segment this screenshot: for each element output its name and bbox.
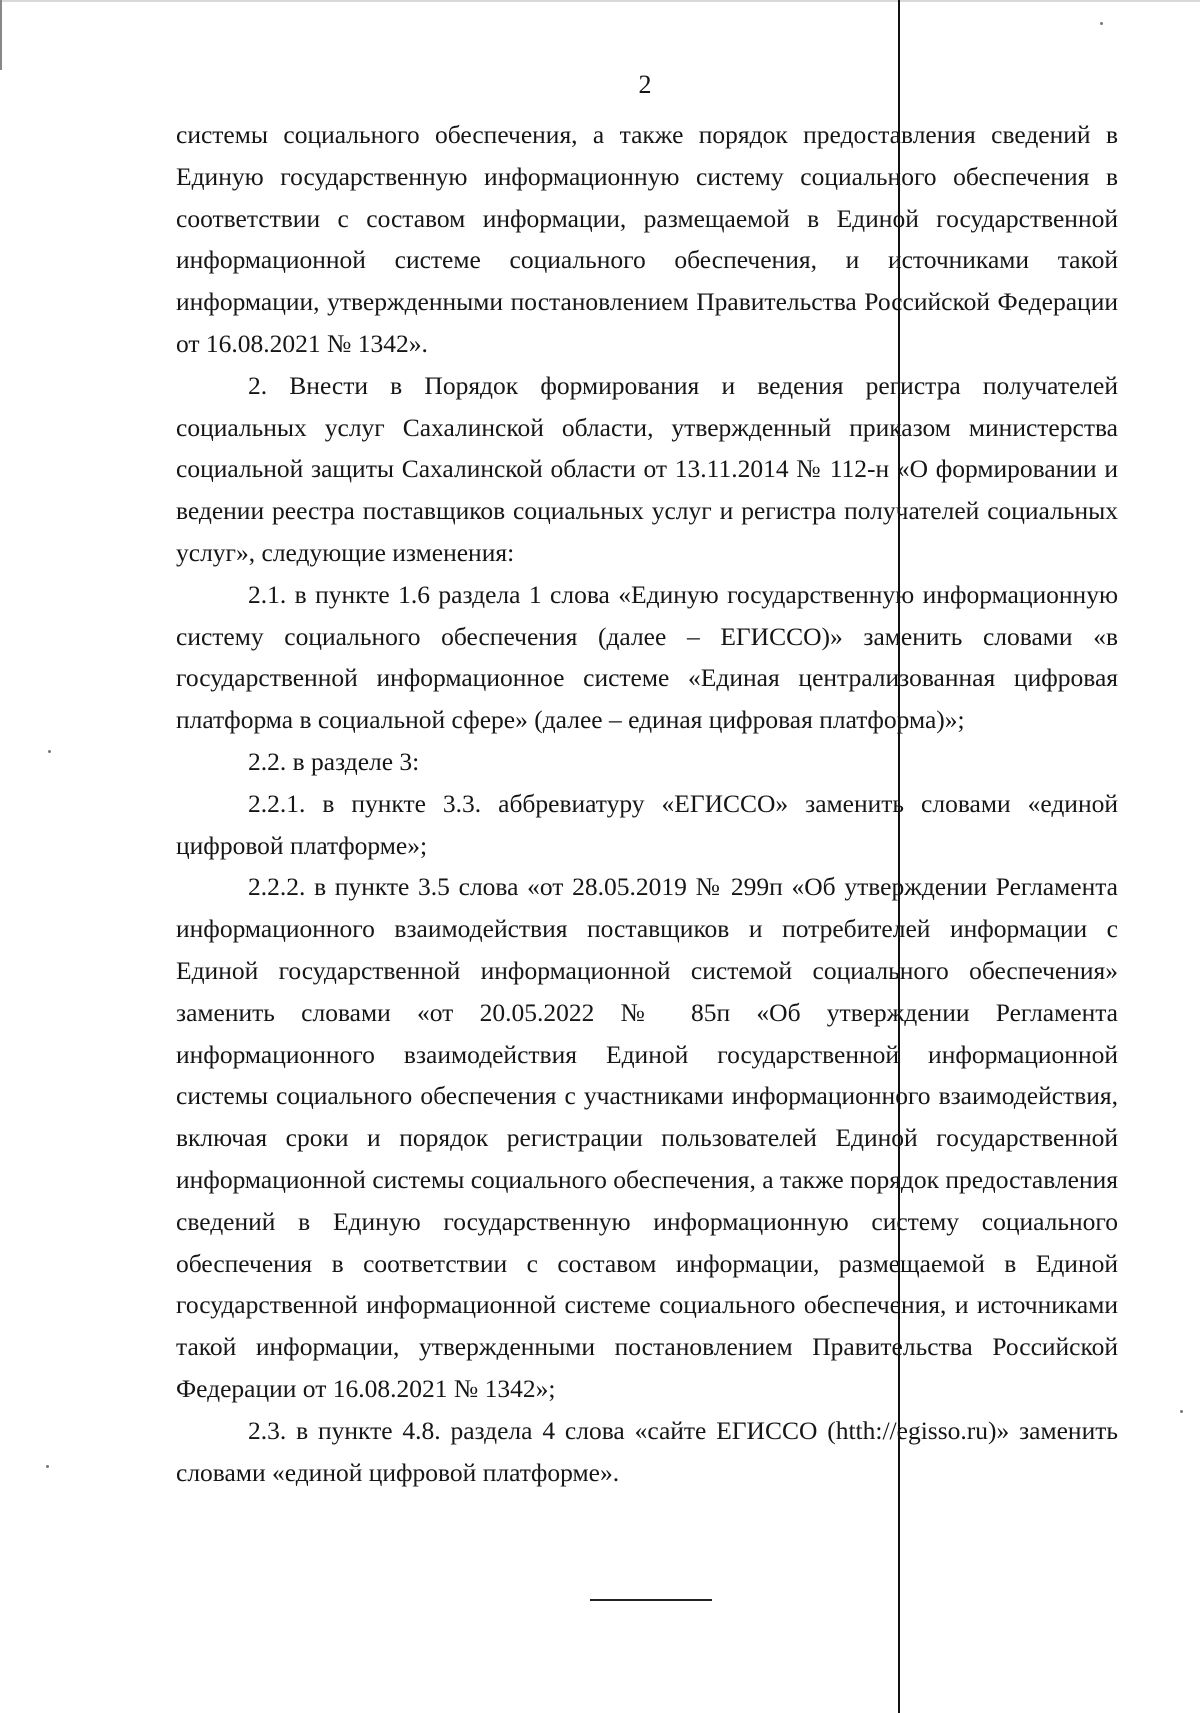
- document-body: [176, 114, 1118, 1493]
- paragraph-item-2-2-1: 2.2.1. в пункте 3.3. аббревиатуру «ЕГИССО» заменить словами «единой цифровой платформе»;: [176, 788, 1118, 860]
- end-of-document-rule: [590, 1599, 712, 1601]
- scan-speck: [1180, 1410, 1183, 1413]
- scan-speck: [48, 750, 51, 753]
- scan-speck: [46, 1465, 49, 1468]
- paragraph-item-2-3: 2.3. в пункте 4.8. раздела 4 слова «сайте ЕГИССО (htth://egisso.ru)» заменить словами «единой цифровой платформе».: [176, 1415, 1118, 1487]
- paragraph-item-2: 2. Внести в Порядок формирования и ведения регистра получателей социальных услуг Сахалинской области, утвержденный приказом министерства социальной защиты Сахалинской области от 13.11.2014 № 112-н «О формировании и ведении реестра поставщиков социальных услуг и регистра получателей социальных услуг», следующие изменения:: [176, 370, 1118, 567]
- paragraph-item-2-1: 2.1. в пункте 1.6 раздела 1 слова «Единую государственную информационную систему социального обеспечения (далее – ЕГИССО)» заменить словами «в государственной информационное системе «Единая централизованная цифровая платформа в социальной сфере» (далее – единая цифровая платформа)»;: [176, 579, 1118, 735]
- paragraph-continuation: системы социального обеспечения, а также порядок предоставления сведений в Единую государственную информационную систему социального обеспечения в соответствии с составом информации, размещаемой в Единой государственной информационной системе социального обеспечения, и источниками такой информации, утвержденными постановлением Правительства Российской Федерации от 16.08.2021 № 1342».: [176, 120, 1118, 358]
- paragraph-item-2-2-2: 2.2.2. в пункте 3.5 слова «от 28.05.2019 № 299п «Об утверждении Регламента информационного взаимодействия поставщиков и потребителей информации с Единой государственной информационной системой социального обеспечения» заменить словами «от 20.05.2022 № 85п «Об утверждении Регламента информационного взаимодействия Единой государственной информационной системы социального обеспечения с участниками информационного взаимодействия, включая сроки и порядок регистрации пользователей Единой государственной информационной системы социального обеспечения, а также порядок предоставления сведений в Единую государственную информационную систему социального обеспечения в соответствии с составом информации, размещаемой в Единой государственной информационной системе социального обеспечения, и источниками такой информации, утвержденными постановлением Правительства Российской Федерации от 16.08.2021 № 1342»;: [176, 872, 1119, 1403]
- paragraph-item-2-2: 2.2. в разделе 3:: [248, 746, 420, 776]
- scan-edge-top: [0, 0, 1200, 2]
- page-number: 2: [638, 70, 652, 99]
- scan-edge-left: [0, 0, 2, 70]
- scan-speck: [1100, 22, 1103, 25]
